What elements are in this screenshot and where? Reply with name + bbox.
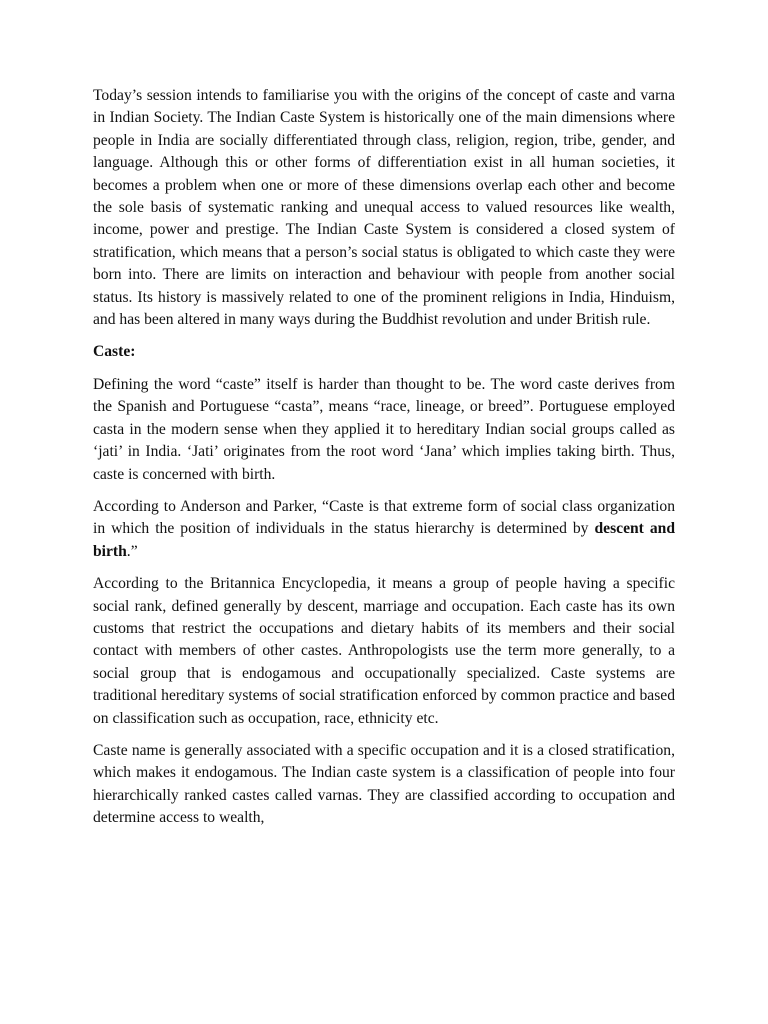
anderson-quote-end: .” — [126, 542, 138, 560]
document-page — [93, 85, 675, 840]
anderson-quote-text: According to Anderson and Parker, “Caste is that extreme form of social class organization in which the position of individuals in the status hierarchy is determined by — [93, 497, 675, 538]
definition-paragraph: Defining the word “caste” itself is harder than thought to be. The word caste derives from the Spanish and Portuguese “casta”, means “race, lineage, or breed”. Portuguese employed casta in the modern sense when they applied it to hereditary Indian social groups called as ‘jati’ in India. ‘Jati’ originates from the root word ‘Jana’ which implies taking birth. Thus, caste is concerned with birth. — [93, 375, 675, 483]
britannica-paragraph: According to the Britannica Encyclopedia, it means a group of people having a specific social rank, defined generally by descent, marriage and occupation. Each caste has its own customs that restrict the occupations and dietary habits of its members and their social contact with members of other castes. Anthropologists use the term more generally, to a social group that is endogamous and occupationally specialized. Caste systems are traditional hereditary systems of social stratification enforced by common practice and based on classification such as occupation, race, ethnicity etc. — [93, 575, 675, 727]
anderson-parker-paragraph — [93, 496, 675, 563]
caste-heading: Caste: — [93, 343, 136, 361]
caste-name-paragraph: Caste name is generally associated with a specific occupation and it is a closed stratification, which makes it endogamous. The Indian caste system is a classification of people into four hierarchically ranked castes called varnas. They are classified according to occupation and determine access to wealth, — [93, 741, 675, 827]
anderson-quote-emphasis: descent and birth — [93, 520, 675, 560]
intro-paragraph: Today’s session intends to familiarise you with the origins of the concept of caste and varna in Indian Society. The Indian Caste System is historically one of the main dimensions where people in India are socially differentiated through class, religion, region, tribe, gender, and language. Although this or other forms of differentiation exist in all human societies, it becomes a problem when one or more of these dimensions overlap each other and become the sole basis of systematic ranking and unequal access to valued resources like wealth, income, power and prestige. The Indian Caste System is considered a closed system of stratification, which means that a person’s social status is obligated to which caste they were born into. There are limits on interaction and behaviour with people from another social status. Its history is massively related to one of the prominent religions in India, Hinduism, and has been altered in many ways during the Buddhist revolution and under British rule. — [93, 87, 675, 329]
